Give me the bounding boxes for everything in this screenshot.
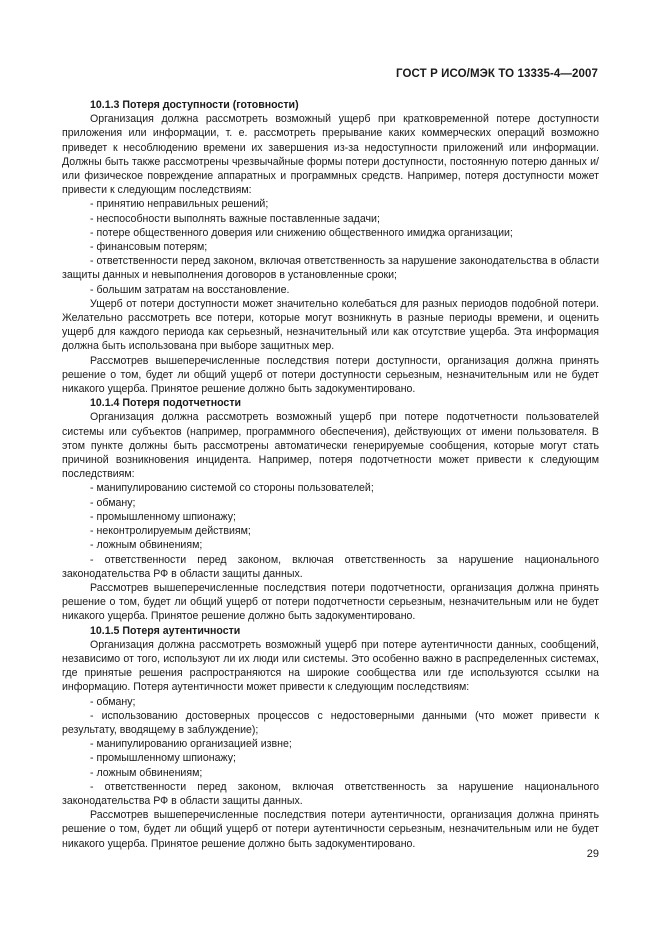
document-body <box>62 98 599 851</box>
paragraph: Организация должна рассмотреть возможный ущерб при потере подотчетности пользователей системы или субъектов (например, программного обеспечения), действующих от имени пользователя. В этом пункте должны быть рассмотрены автоматически генерируемые сообщения, которые могут стать причиной возникновения инцидента. Например, потеря подотчетности может привести к следующим последствиям: <box>62 411 599 481</box>
section-authenticity-loss <box>62 624 599 851</box>
list-item: - ложным обвинениям; <box>90 539 203 552</box>
section-availability-loss <box>62 98 599 396</box>
list-item: - неспособности выполнять важные поставленные задачи; <box>90 212 380 225</box>
paragraph: Организация должна рассмотреть возможный ущерб при потере аутентичности данных, сообщений, независимо от того, используют ли их люди или системы. Это особенно важно в распределенных системах, где принятые решения распространяются на широкие сообщества или где используются ссылки на информацию. Потеря аутентичности может привести к следующим последствиям: <box>62 638 599 694</box>
section-heading: 10.1.3 Потеря доступности (готовности) <box>90 99 299 111</box>
list-item: - промышленному шпионажу; <box>90 510 236 523</box>
list-item: - финансовым потерям; <box>90 241 208 254</box>
paragraph: Организация должна рассмотреть возможный ущерб при кратковременной потере доступности приложения или информации, т. е. рассмотреть прерывание каких коммерческих операций возможно приведет к несоблюдению времени их завершения из-за недоступности приложений или информации. Должны быть также рассмотрены чрезвычайные формы потери доступности, постоянную потерю данных и/или физическое повреждение аппаратных и программных средств. Например, потеря доступности может привести к следующим последствиям: <box>62 113 599 197</box>
list-item: - обману; <box>90 496 136 509</box>
list-item: - использованию достоверных процессов с недостоверными данными (что может привести к результату, вводящему в заблуждение); <box>62 709 599 736</box>
list-item: - манипулированию организацией извне; <box>90 738 292 751</box>
section-heading: 10.1.4 Потеря подотчетности <box>90 397 242 410</box>
list-item: - ответственности перед законом, включая ответственность за нарушение национального законодательства РФ в области защиты данных. <box>62 553 599 580</box>
list-item: - манипулированию системой со стороны пользователей; <box>90 482 374 495</box>
list-item: - ответственности перед законом, включая ответственность за нарушение национального законодательства РФ в области защиты данных. <box>62 780 599 807</box>
paragraph: Рассмотрев вышеперечисленные последствия потери подотчетности, организация должна принять решение о том, будет ли общий ущерб от потери подотчетности серьезным, незначительным или не будет никакого ущерба. Принятое решение должно быть задокументировано. <box>62 581 599 623</box>
list-item: - неконтролируемым действиям; <box>90 525 251 538</box>
section-accountability-loss <box>62 396 599 623</box>
paragraph: Рассмотрев вышеперечисленные последствия потери доступности, организация должна принять решение о том, будет ли общий ущерб от потери доступности серьезным, незначительным или не будет никакого ущерба. Принятое решение должно быть задокументировано. <box>62 354 599 396</box>
page-number: 29 <box>586 848 599 860</box>
list-item: - промышленному шпионажу; <box>90 752 236 765</box>
list-item: - принятию неправильных решений; <box>90 198 269 211</box>
paragraph: Рассмотрев вышеперечисленные последствия потери аутентичности, организация должна принять решение о том, будет ли общий ущерб от потери аутентичности серьезным, незначительным или не будет никакого ущерба. Принятое решение должно быть задокументировано. <box>62 809 599 850</box>
list-item: - большим затратам на восстановление. <box>90 283 290 296</box>
section-heading: 10.1.5 Потеря аутентичности <box>90 624 241 637</box>
list-item: - ложным обвинениям; <box>90 766 203 779</box>
document-header: ГОСТ Р ИСО/МЭК ТО 13335-4—2007 <box>396 68 598 80</box>
list-item: - обману; <box>90 695 136 708</box>
list-item: - ответственности перед законом, включая ответственность за нарушение законодательства в области защиты данных и невыполнения договоров в установленные сроки; <box>62 255 599 282</box>
paragraph: Ущерб от потери доступности может значительно колебаться для разных периодов подобной потери. Желательно рассмотреть все потери, которые могут возникнуть в разные периоды времени, и оценить ущерб для каждого периода как серьезный, незначительный или как отсутствие ущерба. Эта информация должна быть использована при выборе защитных мер. <box>62 297 599 353</box>
list-item: - потере общественного доверия или снижению общественного имиджа организации; <box>90 226 513 239</box>
